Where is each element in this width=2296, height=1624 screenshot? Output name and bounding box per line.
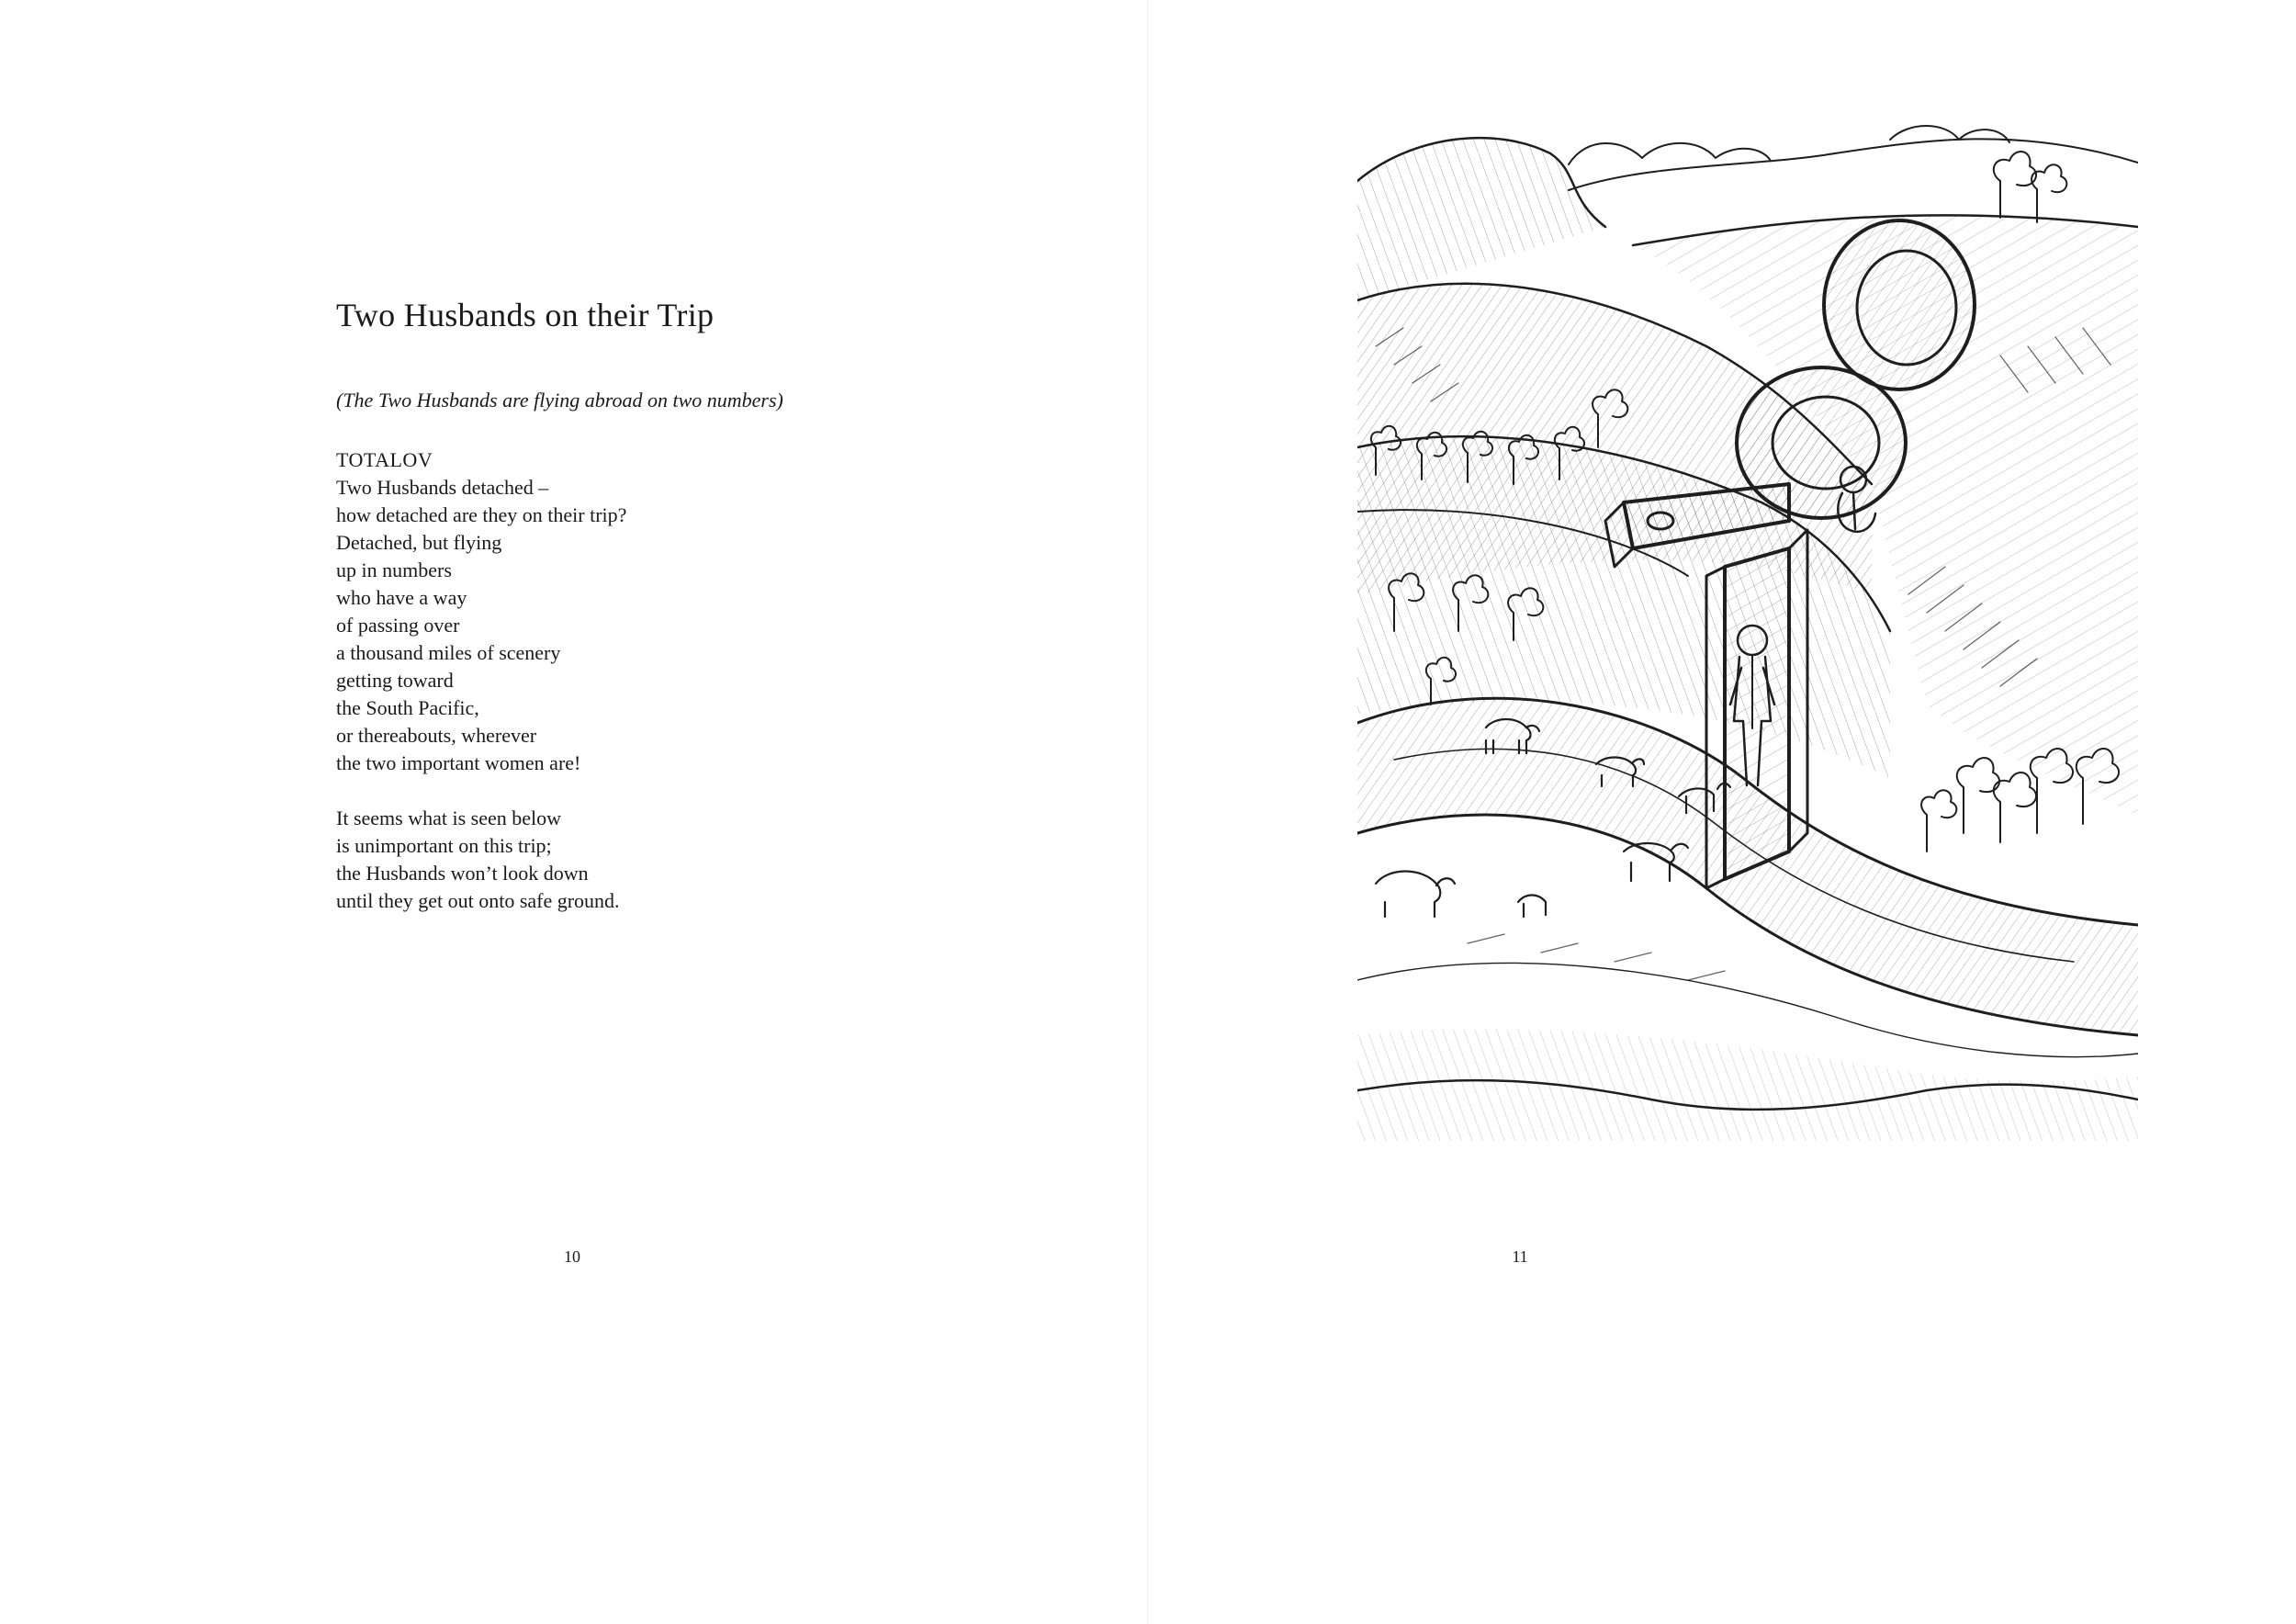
poem-line: or thereabouts, wherever (336, 724, 537, 747)
illustration (1357, 117, 2138, 1141)
poem-line: getting toward (336, 669, 454, 692)
poem-line: up in numbers (336, 558, 452, 581)
stanza-2 (336, 805, 626, 915)
poem-line: the South Pacific, (336, 696, 479, 719)
page-number-left: 10 (564, 1247, 580, 1266)
poem-line: is unimportant on this trip; (336, 834, 552, 857)
poem-line: Two Husbands detached – (336, 476, 549, 499)
poem-line: It seems what is seen below (336, 806, 561, 829)
illustration-drawing (1357, 117, 2138, 1141)
speaker-name: TOTALOV (336, 448, 433, 471)
poem-line: until they get out onto safe ground. (336, 889, 620, 912)
page-number-right: 11 (1512, 1247, 1528, 1266)
poem-line: a thousand miles of scenery (336, 641, 561, 664)
poem-body (336, 446, 626, 915)
poem-line: the Husbands won’t look down (336, 862, 589, 885)
poem-line: the two important women are! (336, 751, 581, 774)
poem-line: Detached, but flying (336, 531, 502, 554)
poem-line: of passing over (336, 614, 460, 637)
poem-stage-direction: (The Two Husbands are flying abroad on two numbers) (336, 389, 783, 412)
poem-title: Two Husbands on their Trip (336, 297, 715, 333)
poem-line: who have a way (336, 586, 467, 609)
stanza-1 (336, 474, 626, 777)
poem-line: how detached are they on their trip? (336, 503, 627, 526)
